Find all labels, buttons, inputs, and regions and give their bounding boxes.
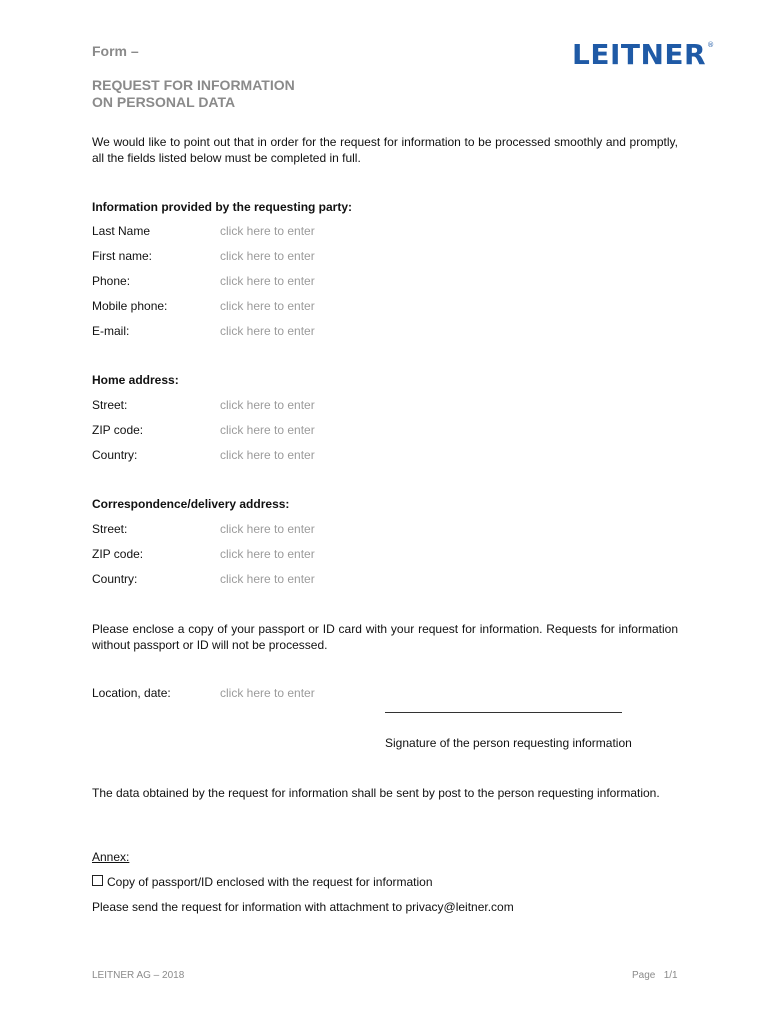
annex-checkbox-row — [92, 875, 433, 889]
annex-heading: Annex: — [92, 850, 130, 864]
home-country-input[interactable]: click here to enter — [220, 448, 315, 462]
field-home-zip — [92, 423, 678, 439]
requesting-party-heading: Information provided by the requesting party: — [92, 200, 353, 214]
field-corr-country — [92, 572, 678, 588]
field-label: Last Name — [92, 224, 151, 238]
field-email — [92, 324, 678, 340]
footer-page-number: Page 1/1 — [632, 970, 678, 981]
corr-street-input[interactable]: click here to enter — [220, 522, 315, 536]
home-address-heading: Home address: — [92, 373, 179, 387]
field-corr-street — [92, 522, 678, 538]
field-label: E-mail: — [92, 324, 130, 338]
title-line-1: REQUEST FOR INFORMATION — [92, 77, 295, 93]
field-first-name — [92, 249, 678, 265]
field-label: Phone: — [92, 274, 131, 288]
field-label: Country: — [92, 448, 138, 462]
intro-paragraph: We would like to point out that in order for the request for information to be processed smoothly and promptly, all the fields listed below must be completed in full. — [92, 135, 678, 165]
send-note: Please send the request for information with attachment to privacy@leitner.com — [92, 900, 514, 914]
home-street-input[interactable]: click here to enter — [220, 398, 315, 412]
first-name-input[interactable]: click here to enter — [220, 249, 315, 263]
location-date-input[interactable]: click here to enter — [220, 686, 315, 700]
field-location-date — [92, 686, 678, 702]
corr-country-input[interactable]: click here to enter — [220, 572, 315, 586]
field-label: Mobile phone: — [92, 299, 168, 313]
field-label: Street: — [92, 522, 128, 536]
last-name-input[interactable]: click here to enter — [220, 224, 315, 238]
field-corr-zip — [92, 547, 678, 563]
field-last-name — [92, 224, 678, 240]
field-label: Country: — [92, 572, 138, 586]
home-zip-input[interactable]: click here to enter — [220, 423, 315, 437]
field-home-street — [92, 398, 678, 414]
leitner-logo — [572, 38, 715, 71]
logo-text: LEITNER — [572, 38, 707, 71]
email-input[interactable]: click here to enter — [220, 324, 315, 338]
field-phone — [92, 274, 678, 290]
passport-enclosed-checkbox[interactable] — [92, 875, 103, 886]
signature-label: Signature of the person requesting information — [385, 736, 632, 750]
field-label: First name: — [92, 249, 153, 263]
checkbox-label: Copy of passport/ID enclosed with the request for information — [107, 875, 433, 889]
field-label: Street: — [92, 398, 128, 412]
post-note: The data obtained by the request for information shall be sent by post to the person requesting information. — [92, 786, 660, 800]
footer-company: LEITNER AG – 2018 — [92, 970, 185, 981]
field-label: ZIP code: — [92, 423, 144, 437]
registered-mark-icon: ® — [707, 41, 715, 49]
field-label: Location, date: — [92, 686, 171, 700]
field-home-country — [92, 448, 678, 464]
title-line-2: ON PERSONAL DATA — [92, 94, 236, 110]
correspondence-address-heading: Correspondence/delivery address: — [92, 497, 290, 511]
mobile-phone-input[interactable]: click here to enter — [220, 299, 315, 313]
corr-zip-input[interactable]: click here to enter — [220, 547, 315, 561]
enclose-note: Please enclose a copy of your passport or ID card with your request for information. Requests for information without passport or ID will not be processed. — [92, 622, 678, 652]
phone-input[interactable]: click here to enter — [220, 274, 315, 288]
page-title — [92, 77, 295, 111]
field-mobile-phone — [92, 299, 678, 315]
form-label: Form – — [92, 43, 139, 59]
field-label: ZIP code: — [92, 547, 144, 561]
signature-line — [385, 712, 622, 713]
